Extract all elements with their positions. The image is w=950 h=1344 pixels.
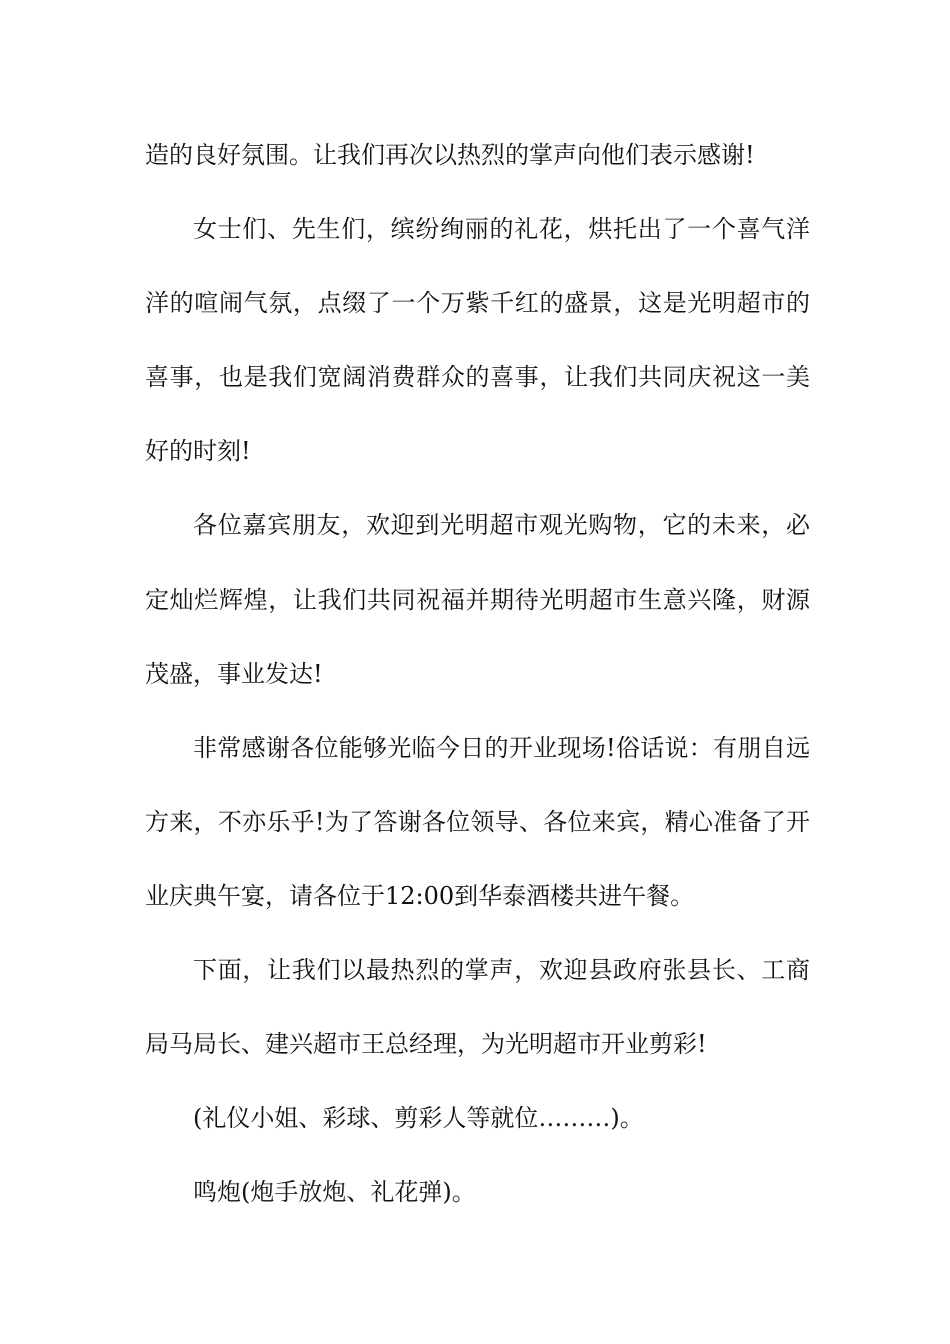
paragraph-first-line: 鸣炮(炮手放炮、礼花弹)。 xyxy=(193,1178,476,1207)
paragraph-first-line: 非常感谢各位能够光临今日的开业现场!俗话说：有朋自远 xyxy=(193,733,810,762)
paragraph-first-line: (礼仪小姐、彩球、剪彩人等就位………)。 xyxy=(193,1104,644,1133)
text-line: 业庆典午宴，请各位于12:00到华泰酒楼共进午餐。 xyxy=(145,881,695,910)
document-body xyxy=(145,129,810,1240)
text-line: 造的良好氛围。让我们再次以热烈的掌声向他们表示感谢! xyxy=(145,141,755,169)
text-line: 方来，不亦乐乎!为了答谢各位领导、各位来宾，精心准备了开 xyxy=(145,807,810,836)
text-line: 局马局长、建兴超市王总经理，为光明超市开业剪彩! xyxy=(145,1030,707,1059)
text-line: 好的时刻! xyxy=(145,437,251,466)
text-line: 喜事，也是我们宽阔消费群众的喜事，让我们共同庆祝这一美 xyxy=(145,363,810,392)
text-line: 定灿烂辉煌，让我们共同祝福并期待光明超市生意兴隆，财源 xyxy=(145,585,810,614)
paragraph-first-line: 女士们、先生们，缤纷绚丽的礼花，烘托出了一个喜气洋 xyxy=(193,215,810,244)
paragraph-first-line: 下面，让我们以最热烈的掌声，欢迎县政府张县长、工商 xyxy=(193,956,810,985)
text-line: 茂盛，事业发达! xyxy=(145,659,323,688)
text-line: 洋的喧闹气氛，点缀了一个万紫千红的盛景，这是光明超市的 xyxy=(145,289,810,318)
paragraph-first-line: 各位嘉宾朋友，欢迎到光明超市观光购物，它的未来，必 xyxy=(193,511,810,540)
